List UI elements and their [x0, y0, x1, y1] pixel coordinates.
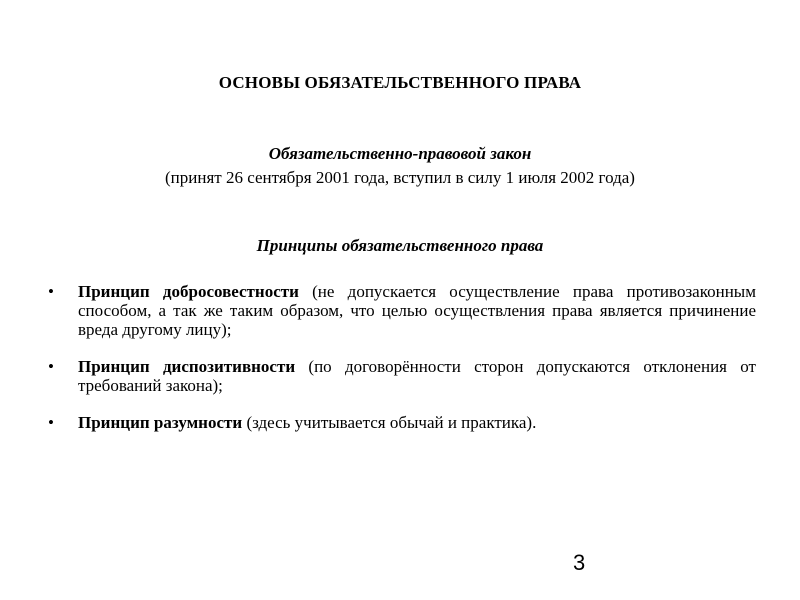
bullet-icon: •	[48, 282, 54, 301]
principle-description: (по договорённости сторон допускаются отклонения от требований закона);	[78, 357, 756, 395]
bullet-icon: •	[48, 357, 54, 376]
law-title: Обязательственно-правовой закон	[268, 144, 532, 163]
principle-description: (не допускается осуществление права противозаконным способом, а так же таким образом, что целью осуществления права является причинение вреда другому лицу);	[78, 282, 756, 339]
principle-dispositivity	[48, 357, 756, 395]
principle-term: Принцип разумности	[78, 413, 243, 432]
law-block	[0, 142, 800, 190]
principle-term: Принцип диспозитивности	[78, 357, 296, 376]
slide-title: ОСНОВЫ ОБЯЗАТЕЛЬСТВЕННОГО ПРАВА	[218, 73, 582, 92]
page-number: 3	[573, 550, 586, 575]
principles-heading: Принципы обязательственного права	[256, 236, 544, 255]
principles-list	[48, 282, 756, 432]
principle-good-faith	[48, 282, 756, 339]
principle-term: Принцип добросовестности	[78, 282, 299, 301]
bullet-icon: •	[48, 413, 54, 432]
principle-description: (здесь учитывается обычай и практика).	[242, 413, 537, 432]
principle-reasonableness	[48, 413, 756, 432]
law-dates: (принят 26 сентября 2001 года, вступил в силу 1 июля 2002 года)	[165, 168, 635, 187]
